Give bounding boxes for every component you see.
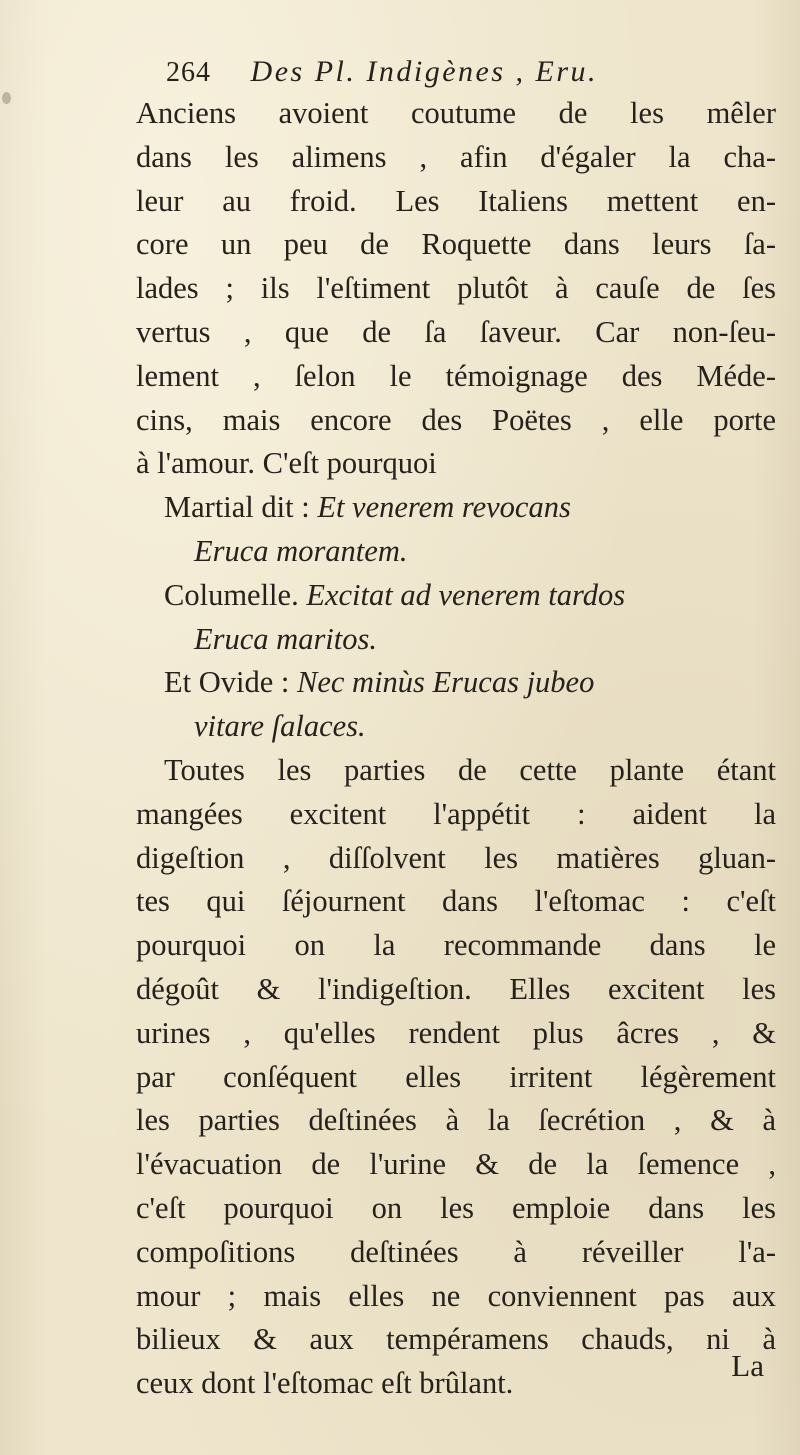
quote-columelle: [136, 574, 776, 618]
text-line: c'eſt pourquoi on les emploie dans les: [136, 1190, 776, 1225]
text-line: l'évacuation de l'urine & de la ſemence ,: [136, 1147, 776, 1182]
text-line: tes qui ſéjournent dans l'eſtomac : c'eſt: [136, 884, 776, 919]
text-line: mangées excitent l'appétit : aident la: [136, 796, 776, 831]
body-text: [136, 92, 776, 1406]
quote-attribution: Martial dit :: [164, 490, 318, 525]
ink-spot: [2, 92, 11, 104]
quote-columelle-continued: [136, 618, 776, 662]
latin-verse: Eruca maritos.: [194, 621, 377, 656]
text-line: urines , qu'elles rendent plus âcres , &: [136, 1015, 776, 1050]
running-title: Des Pl. Indigènes , Eru.: [250, 55, 598, 88]
quote-martial: [136, 486, 776, 530]
text-line: par conſéquent elles irritent légèrement: [136, 1059, 776, 1094]
quote-attribution: Et Ovide :: [164, 665, 297, 700]
quote-attribution: Columelle.: [164, 577, 307, 612]
text-line: Anciens avoient coutume de les mêler: [136, 96, 776, 130]
text-line: lement , ſelon le témoignage des Méde-: [136, 358, 776, 393]
text-line: ceux dont l'eſtomac eſt brûlant.: [136, 1366, 514, 1401]
text-line: pourquoi on la recommande dans le: [136, 928, 776, 963]
quote-ovide: [136, 661, 776, 705]
page-number: 264: [166, 57, 211, 88]
text-line: dégoût & l'indigeſtion. Elles excitent les: [136, 971, 776, 1006]
latin-verse: Et venerem revocans: [317, 490, 571, 525]
text-line: lades ; ils l'eſtiment plutôt à cauſe de ſes: [136, 271, 776, 306]
text-line: vertus , que de ſa ſaveur. Car non-ſeu-: [136, 314, 776, 349]
text-line: compoſitions deſtinées à réveiller l'a-: [136, 1234, 776, 1269]
latin-verse: Nec minùs Erucas jubeo: [297, 665, 595, 700]
text-line: les parties deſtinées à la ſecrétion , & à: [136, 1103, 776, 1138]
page-header: [166, 52, 766, 92]
quote-ovide-continued: [136, 705, 776, 749]
latin-verse: Excitat ad venerem tardos: [306, 577, 626, 612]
text-line: digeſtion , diſſolvent les matières gluan-: [136, 840, 776, 875]
text-line: mour ; mais elles ne conviennent pas aux: [136, 1278, 776, 1313]
catchword: La: [731, 1348, 764, 1383]
quote-martial-continued: [136, 530, 776, 574]
text-line: bilieux & aux tempéramens chauds, ni à: [136, 1322, 776, 1357]
text-line: cins, mais encore des Poëtes , elle porte: [136, 402, 776, 437]
latin-verse: Eruca morantem.: [194, 533, 408, 568]
latin-verse: vitare ſalaces.: [194, 709, 366, 744]
text-line: dans les alimens , afin d'égaler la cha-: [136, 139, 776, 174]
paragraph-start-line: Toutes les parties de cette plante étant: [164, 752, 776, 787]
text-line: leur au froid. Les Italiens mettent en-: [136, 183, 776, 218]
text-line: core un peu de Roquette dans leurs ſa-: [136, 227, 776, 262]
text-line: à l'amour. C'eſt pourquoi: [136, 446, 437, 481]
